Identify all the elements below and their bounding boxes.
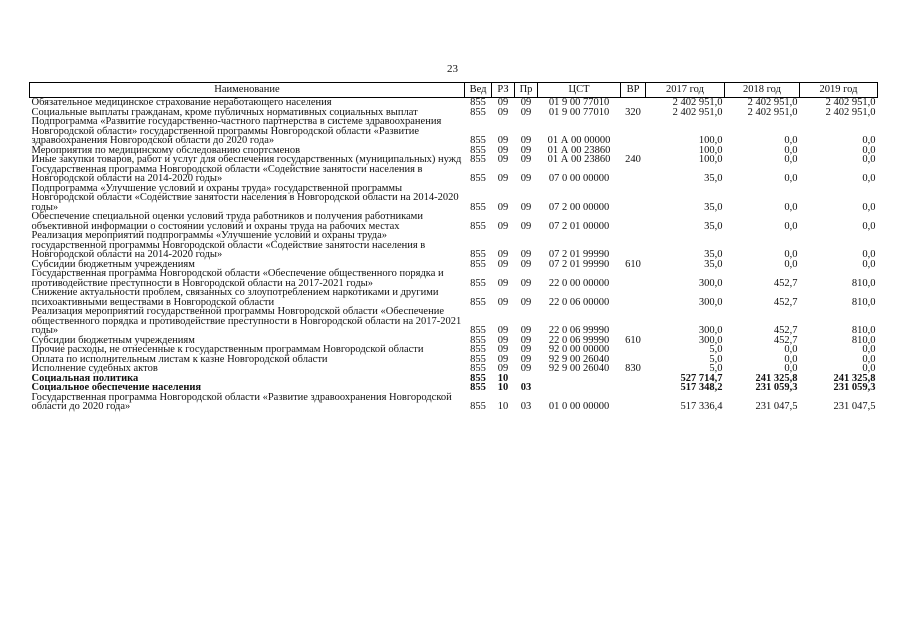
row-name: Субсидии бюджетным учреждениям: [31, 334, 195, 346]
row-cst: 01 А 00 23860: [547, 154, 611, 165]
row-2019-value: 241 325,8: [833, 372, 876, 384]
row-vr: [621, 184, 646, 213]
header-2018: 2018 год: [725, 83, 800, 98]
row-2017-value: 2 402 951,0: [672, 97, 723, 108]
row-2019-value: 0,0: [862, 363, 876, 374]
row-rz: 09: [497, 296, 509, 308]
row-name: Обеспечение специальной оценки условий труда работников и получения работниками объективной информации о состоянии условий и охраны труда на рабочих местах: [31, 211, 423, 232]
row-name: Иные закупки товаров, работ и услуг для обеспечения государственных (муниципальных) нужд: [31, 154, 462, 165]
row-vr: [621, 117, 646, 146]
row-ved: 855: [470, 363, 486, 374]
row-vr: [621, 383, 646, 393]
row-2019-value: 810,0: [851, 334, 876, 346]
row-2018-value: 0,0: [784, 344, 798, 355]
row-2019-value: 0,0: [862, 344, 876, 355]
row-2017-value: 300,0: [698, 334, 723, 346]
row-2018-value: 452,7: [773, 277, 798, 289]
row-rz: 10: [497, 401, 509, 412]
row-2019-value: 2 402 951,0: [825, 97, 876, 108]
header-name: Наименование: [30, 83, 465, 98]
row-2017-value: 517 336,4: [680, 401, 723, 412]
row-pr: 09: [520, 220, 532, 232]
row-2017-value: 5,0: [709, 363, 723, 374]
row-name: Государственная программа Новгородской области «Обеспечение общественного порядка и противодействие преступности в Новгородской области на 2017-2021 годы»: [31, 268, 444, 289]
row-vr: [621, 307, 646, 336]
row-pr: 03: [520, 401, 532, 412]
row-name: Снижение актуальности проблем, связанных со злоупотреблением наркотиками и другими психоактивными веществами в Новгородской области: [31, 287, 439, 308]
row-ved: 855: [470, 296, 486, 308]
row-pr: 09: [520, 154, 532, 165]
row-2018-value: 0,0: [784, 135, 798, 146]
row-ved: 855: [470, 382, 486, 393]
header-2017: 2017 год: [646, 83, 725, 98]
row-name: Оплата по исполнительным листам к казне Новгородской области: [31, 353, 328, 365]
row-2017-value: 35,0: [704, 220, 723, 232]
row-cst: 01 А 00 00000: [547, 135, 611, 146]
row-cst: 22 0 06 99990: [548, 325, 610, 336]
table-row: [30, 184, 878, 213]
row-pr: 09: [520, 144, 532, 156]
row-pr: 09: [520, 201, 532, 213]
row-2018-value: 231 047,5: [755, 401, 798, 412]
row-2017-value: 35,0: [704, 249, 723, 260]
row-2019-value: 810,0: [851, 277, 876, 289]
row-2017-value: 100,0: [698, 154, 723, 165]
row-rz: 09: [497, 277, 509, 289]
row-ved: 855: [470, 258, 486, 270]
row-vr: [621, 374, 646, 384]
row-2019-value: 810,0: [851, 296, 876, 308]
row-ved: 855: [470, 249, 486, 260]
header-cst: ЦСТ: [538, 83, 621, 98]
row-ved: 855: [470, 401, 486, 412]
row-ved: 855: [470, 372, 486, 384]
row-ved: 855: [470, 144, 486, 156]
header-2019: 2019 год: [800, 83, 878, 98]
row-cst: 07 2 01 00000: [548, 220, 610, 232]
row-rz: 09: [497, 173, 509, 184]
row-vr: [621, 269, 646, 288]
row-vr: 830: [625, 363, 641, 374]
row-cst: [538, 374, 621, 384]
row-2017-value: 5,0: [709, 353, 723, 365]
row-cst: 92 0 00 00000: [548, 344, 610, 355]
row-2018-value: 0,0: [784, 154, 798, 165]
row-ved: 855: [470, 277, 486, 289]
row-cst: 07 2 00 00000: [548, 201, 610, 213]
page-number: 23: [447, 63, 458, 75]
row-ved: 855: [470, 220, 486, 232]
row-vr: 610: [625, 334, 641, 346]
row-cst: 01 9 00 77010: [548, 106, 610, 118]
row-ved: 855: [470, 334, 486, 346]
row-2019-value: 0,0: [862, 154, 876, 165]
row-rz: 09: [497, 334, 509, 346]
row-rz: 09: [497, 154, 509, 165]
row-name: Подпрограмма «Развитие государственно-частного партнерства в системе здравоохранения Новгородской области» государственной программы Новгородской области «Развитие здравоохранения Новгородской области до 2020 года»: [31, 116, 442, 146]
row-rz: 09: [497, 144, 509, 156]
row-rz: 09: [497, 325, 509, 336]
row-rz: 09: [497, 363, 509, 374]
row-2019-value: 0,0: [862, 249, 876, 260]
table-row: [30, 307, 878, 336]
row-ved: 855: [470, 154, 486, 165]
table-row: [30, 165, 878, 184]
row-rz: 09: [497, 220, 509, 232]
row-vr: [621, 345, 646, 355]
row-cst: 92 9 00 26040: [548, 363, 610, 374]
table-row: [30, 212, 878, 231]
row-2019-value: 0,0: [862, 135, 876, 146]
row-2017-value: 35,0: [704, 201, 723, 213]
row-pr: 09: [520, 173, 532, 184]
row-cst: 07 2 01 99990: [548, 258, 610, 270]
table-row: [30, 269, 878, 288]
row-rz: 09: [497, 353, 509, 365]
row-name: Государственная программа Новгородской области «Содействие занятости населения в Новгородской области на 2014-2020 годы»: [31, 163, 423, 184]
row-pr: 09: [520, 334, 532, 346]
table-row: [30, 288, 878, 307]
row-2019-value: 0,0: [862, 144, 876, 156]
row-2018-value: 0,0: [784, 173, 798, 184]
row-cst: 22 0 00 00000: [548, 277, 610, 289]
row-vr: [621, 212, 646, 231]
row-rz: 10: [497, 372, 509, 384]
row-2018-value: 2 402 951,0: [747, 97, 798, 108]
row-2019-value: 0,0: [862, 258, 876, 270]
row-cst: 01 0 00 00000: [548, 401, 610, 412]
row-pr: 09: [520, 363, 532, 374]
row-ved: 855: [470, 106, 486, 118]
row-2017-value: 527 714,7: [680, 372, 723, 384]
row-vr: [621, 288, 646, 307]
row-2017-value: 300,0: [698, 296, 723, 308]
row-vr: 240: [625, 154, 641, 165]
row-vr: 320: [625, 106, 641, 118]
row-2017-value: 100,0: [698, 144, 723, 156]
row-2019-value: 0,0: [862, 173, 876, 184]
row-vr: [621, 165, 646, 184]
row-2018-value: 0,0: [784, 363, 798, 374]
row-2017-value: 100,0: [698, 135, 723, 146]
row-cst: 22 0 06 00000: [548, 296, 610, 308]
row-2018-value: 2 402 951,0: [747, 106, 798, 118]
row-rz: 09: [497, 135, 509, 146]
row-ved: 855: [470, 325, 486, 336]
row-2019-value: 231 059,3: [833, 382, 876, 393]
row-pr: 03: [520, 382, 532, 393]
row-2017-value: 517 348,2: [680, 382, 723, 393]
row-rz: 10: [497, 382, 509, 393]
row-rz: 09: [497, 258, 509, 270]
row-cst: 92 9 00 26040: [548, 353, 610, 365]
row-2017-value: 35,0: [704, 258, 723, 270]
row-pr: 09: [520, 296, 532, 308]
row-name: Социальная политика: [31, 372, 139, 384]
row-rz: 09: [497, 97, 509, 108]
row-name: Исполнение судебных актов: [31, 363, 158, 374]
row-2018-value: 0,0: [784, 220, 798, 232]
row-2018-value: 452,7: [773, 296, 798, 308]
row-name: Мероприятия по медицинскому обследованию спортсменов: [31, 144, 301, 156]
row-ved: 855: [470, 173, 486, 184]
row-ved: 855: [470, 135, 486, 146]
row-cst: 01 А 00 23860: [547, 144, 611, 156]
row-2017-value: 35,0: [704, 173, 723, 184]
row-2017-value: 5,0: [709, 344, 723, 355]
row-rz: 09: [497, 249, 509, 260]
row-2019-value: 231 047,5: [833, 401, 876, 412]
row-pr: 09: [520, 135, 532, 146]
table-header-row: [30, 83, 878, 98]
table-row: [30, 117, 878, 146]
row-vr: 610: [625, 258, 641, 270]
row-cst: 22 0 06 99990: [548, 334, 610, 346]
row-pr: 09: [520, 344, 532, 355]
row-2018-value: 0,0: [784, 144, 798, 156]
row-2019-value: 2 402 951,0: [825, 106, 876, 118]
row-ved: 855: [470, 97, 486, 108]
row-cst: [538, 383, 621, 393]
budget-table: [29, 82, 878, 412]
row-name: Реализация мероприятий государственной программы Новгородской области «Обеспечение общественного порядка и противодействие преступности в Новгородской области на 2017-2021 годы»: [31, 306, 462, 336]
header-rz: РЗ: [492, 83, 515, 98]
row-2019-value: 0,0: [862, 201, 876, 213]
row-pr: 09: [520, 97, 532, 108]
row-2018-value: 231 059,3: [755, 382, 798, 393]
row-cst: 07 2 01 99990: [548, 249, 610, 260]
row-ved: 855: [470, 344, 486, 355]
row-pr: 09: [520, 249, 532, 260]
row-2018-value: 241 325,8: [755, 372, 798, 384]
row-name: Субсидии бюджетным учреждениям: [31, 258, 195, 270]
row-vr: [621, 393, 646, 412]
row-2018-value: 0,0: [784, 353, 798, 365]
table-row: [30, 231, 878, 260]
row-vr: [621, 98, 646, 108]
row-2017-value: 300,0: [698, 325, 723, 336]
row-name: Социальные выплаты гражданам, кроме публичных нормативных социальных выплат: [31, 106, 418, 118]
table-row: [30, 98, 878, 108]
row-2017-value: 2 402 951,0: [672, 106, 723, 118]
row-pr: 09: [520, 325, 532, 336]
header-ved: Вед: [465, 83, 492, 98]
table-row: [30, 393, 878, 412]
row-2019-value: 810,0: [851, 325, 876, 336]
row-ved: 855: [470, 353, 486, 365]
row-2019-value: 0,0: [862, 353, 876, 365]
row-name: Прочие расходы, не отнесенные к государственным программам Новгородской области: [31, 344, 424, 355]
row-rz: 09: [497, 106, 509, 118]
row-pr: 09: [520, 258, 532, 270]
row-pr: 09: [520, 353, 532, 365]
row-name: Подпрограмма «Улучшение условий и охраны труда» государственной программы Новгородской области «Содействие занятости населения в Новгородской области на 2014-2020 годы»: [31, 182, 459, 213]
row-pr: 09: [520, 106, 532, 118]
row-cst: 01 9 00 77010: [548, 97, 610, 108]
row-cst: 07 0 00 00000: [548, 173, 610, 184]
row-vr: [621, 231, 646, 260]
header-vr: ВР: [621, 83, 646, 98]
row-name: Государственная программа Новгородской области «Развитие здравоохранения Новгородской области до 2020 года»: [31, 391, 452, 412]
table-body: [30, 98, 878, 412]
row-ved: 855: [470, 201, 486, 213]
header-pr: Пр: [515, 83, 538, 98]
row-2018-value: 0,0: [784, 201, 798, 213]
row-name: Обязательное медицинское страхование неработающего населения: [31, 97, 332, 108]
row-2018-value: 0,0: [784, 258, 798, 270]
row-2018-value: 452,7: [773, 334, 798, 346]
row-2017-value: 300,0: [698, 277, 723, 289]
row-2019-value: 0,0: [862, 220, 876, 232]
row-pr: 09: [520, 277, 532, 289]
row-2018-value: 0,0: [784, 249, 798, 260]
row-name: Реализация мероприятий подпрограммы «Улучшение условий и охраны труда» государственной программы Новгородской области «Содействие занятости населения в Новгородской области на 2014-2020 годы»: [31, 230, 426, 260]
row-rz: 09: [497, 344, 509, 355]
row-name: Социальное обеспечение населения: [31, 382, 202, 393]
row-2018-value: 452,7: [773, 325, 798, 336]
table-row: [30, 364, 878, 374]
row-rz: 09: [497, 201, 509, 213]
